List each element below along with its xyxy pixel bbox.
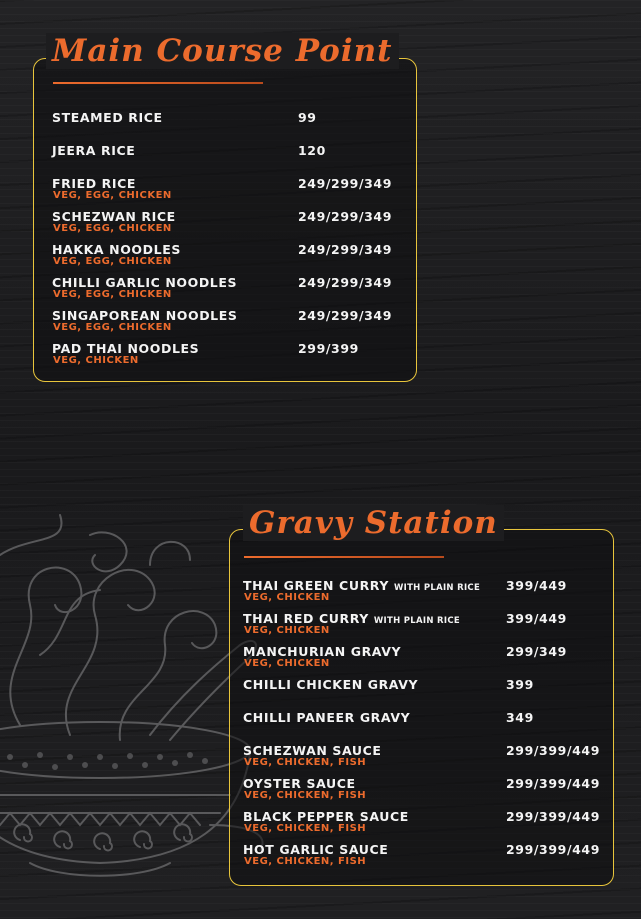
item-name: HOT GARLIC SAUCE <box>243 842 389 857</box>
main-course-title: Main Course Point <box>46 33 399 69</box>
item-name: JEERA RICE <box>52 143 136 158</box>
item-options: VEG, CHICKEN, FISH <box>244 757 367 768</box>
item-name: THAI GREEN CURRY WITH PLAIN RICE <box>243 578 481 593</box>
item-name: OYSTER SAUCE <box>243 776 356 791</box>
item-name: CHILLI CHICKEN GRAVY <box>243 677 419 692</box>
item-name: MANCHURIAN GRAVY <box>243 644 402 659</box>
item-name: CHILLI GARLIC NOODLES <box>52 275 238 290</box>
item-options: VEG, EGG, CHICKEN <box>53 190 172 201</box>
item-price: 249/299/349 <box>298 275 393 290</box>
item-name: SCHEZWAN RICE <box>52 209 176 224</box>
item-price: 249/299/349 <box>298 308 393 323</box>
item-note: WITH PLAIN RICE <box>373 616 460 626</box>
item-price: 299/399 <box>298 341 359 356</box>
item-options: VEG, EGG, CHICKEN <box>53 289 172 300</box>
item-name: THAI RED CURRY WITH PLAIN RICE <box>243 611 460 626</box>
item-options: VEG, CHICKEN <box>244 592 330 603</box>
item-price: 399 <box>506 677 534 692</box>
item-price: 299/399/449 <box>506 776 601 791</box>
item-price: 299/399/449 <box>506 809 601 824</box>
item-price: 249/299/349 <box>298 176 393 191</box>
item-name: PAD THAI NOODLES <box>52 341 200 356</box>
item-note: WITH PLAIN RICE <box>393 583 481 593</box>
gravy-station-title-underline <box>244 556 444 558</box>
item-price: 249/299/349 <box>298 209 393 224</box>
item-name: SCHEZWAN SAUCE <box>243 743 382 758</box>
item-name: CHILLI PANEER GRAVY <box>243 710 411 725</box>
item-price: 299/349 <box>506 644 567 659</box>
item-price: 120 <box>298 143 326 158</box>
item-price: 399/449 <box>506 578 567 593</box>
item-name: BLACK PEPPER SAUCE <box>243 809 409 824</box>
item-price: 99 <box>298 110 317 125</box>
item-options: VEG, EGG, CHICKEN <box>53 322 172 333</box>
item-price: 349 <box>506 710 534 725</box>
item-options: VEG, EGG, CHICKEN <box>53 223 172 234</box>
item-options: VEG, CHICKEN <box>53 355 139 366</box>
main-course-title-underline <box>53 82 263 84</box>
item-options: VEG, CHICKEN, FISH <box>244 823 367 834</box>
item-options: VEG, CHICKEN <box>244 625 330 636</box>
item-options: VEG, CHICKEN <box>244 658 330 669</box>
item-price: 299/399/449 <box>506 743 601 758</box>
item-name: SINGAPOREAN NOODLES <box>52 308 238 323</box>
item-options: VEG, EGG, CHICKEN <box>53 256 172 267</box>
item-price: 249/299/349 <box>298 242 393 257</box>
item-name: FRIED RICE <box>52 176 137 191</box>
item-price: 399/449 <box>506 611 567 626</box>
item-name: HAKKA NOODLES <box>52 242 181 257</box>
item-options: VEG, CHICKEN, FISH <box>244 856 367 867</box>
item-name: STEAMED RICE <box>52 110 163 125</box>
gravy-station-title: Gravy Station <box>243 505 504 541</box>
item-price: 299/399/449 <box>506 842 601 857</box>
item-options: VEG, CHICKEN, FISH <box>244 790 367 801</box>
